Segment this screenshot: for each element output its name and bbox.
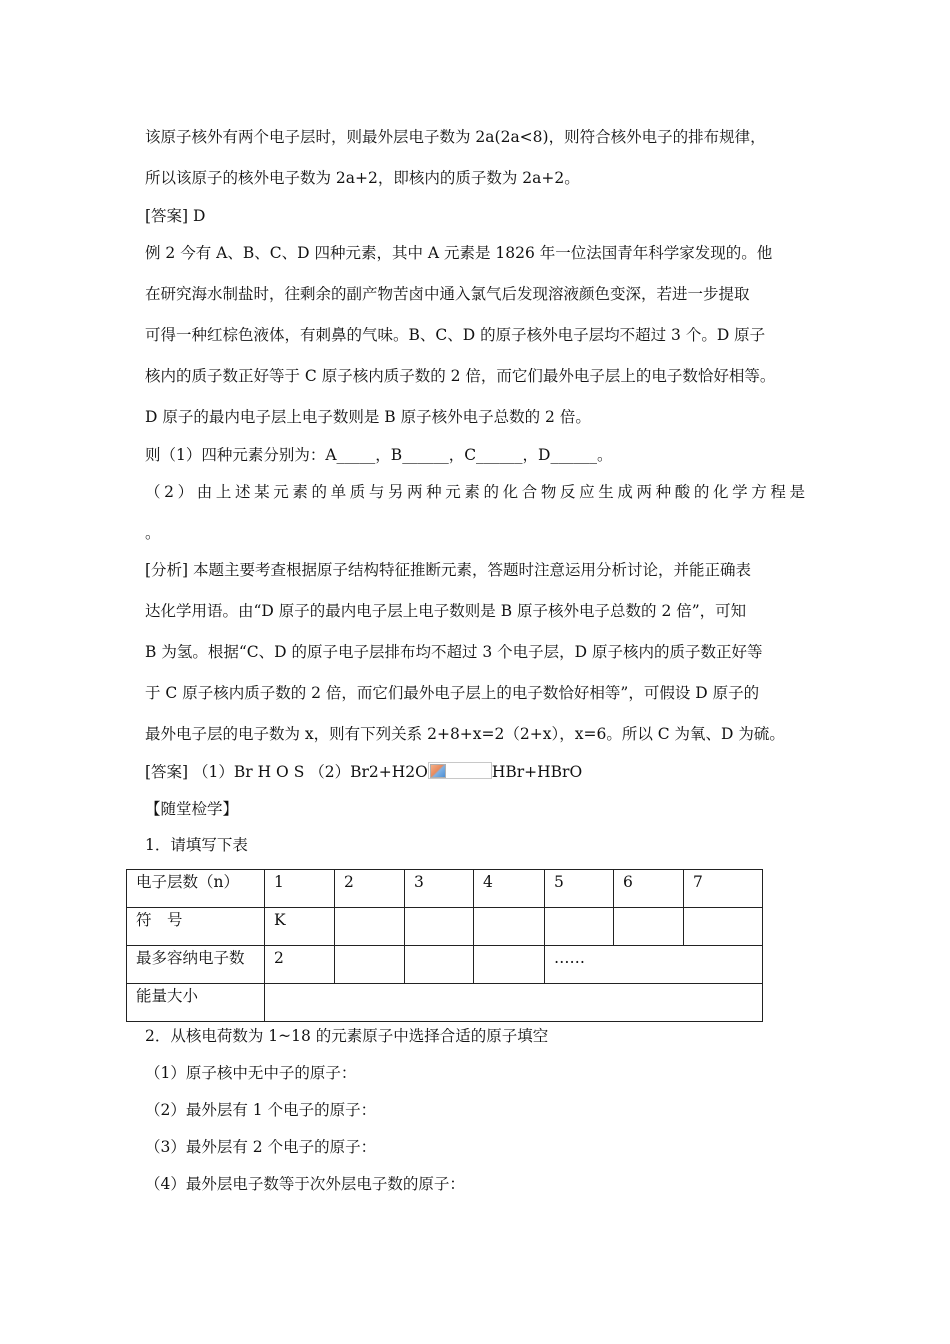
table-cell bbox=[335, 908, 405, 946]
question-line: 则（1）四种元素分别为：A_____，B______，C______，D______。 bbox=[145, 446, 613, 464]
example-line: 可得一种红棕色液体，有刺鼻的气味。B、C、D 的原子核外电子层均不超过 3 个。D 原子 bbox=[145, 326, 766, 344]
table-cell: 2 bbox=[335, 870, 405, 908]
example-line: 例 2 今有 A、B、C、D 四种元素，其中 A 元素是 1826 年一位法国青年科学家发现的。他 bbox=[145, 244, 773, 262]
table-cell: …… bbox=[545, 946, 763, 984]
table-cell bbox=[405, 946, 474, 984]
table-cell bbox=[265, 984, 763, 1022]
electron-shell-table bbox=[126, 869, 763, 1022]
analysis-line: 达化学用语。由“D 原子的最内电子层上电子数则是 B 原子核外电子总数的 2 倍”，可知 bbox=[145, 602, 747, 620]
broken-image-icon bbox=[428, 762, 492, 779]
table-cell: K bbox=[265, 908, 335, 946]
analysis-line: 于 C 原子核内质子数的 2 倍，而它们最外电子层上的电子数恰好相等”，可假设 D 原子的 bbox=[145, 684, 760, 702]
section-heading: 【随堂检学】 bbox=[145, 800, 239, 818]
question-line: 。 bbox=[145, 524, 161, 542]
table-row bbox=[127, 984, 763, 1022]
table-cell bbox=[474, 908, 545, 946]
row-label-symbol: 符 号 bbox=[127, 908, 265, 946]
table-cell bbox=[335, 946, 405, 984]
row-label-capacity: 最多容纳电子数 bbox=[127, 946, 265, 984]
table-cell bbox=[614, 908, 684, 946]
table-cell: 5 bbox=[545, 870, 614, 908]
analysis-line: [分析] 本题主要考查根据原子结构特征推断元素，答题时注意运用分析讨论，并能正确表 bbox=[145, 561, 752, 579]
paragraph-line: 该原子核外有两个电子层时，则最外层电子数为 2a(2a<8)，则符合核外电子的排布规律， bbox=[145, 128, 766, 146]
table-row bbox=[127, 908, 763, 946]
answer-equation-left: [答案] （1）Br H O S （2）Br2+H2O bbox=[145, 763, 428, 781]
paragraph-line: 所以该原子的核外电子数为 2a+2，即核内的质子数为 2a+2。 bbox=[145, 169, 580, 187]
example-line: D 原子的最内电子层上电子数则是 B 原子核外电子总数的 2 倍。 bbox=[145, 408, 591, 426]
exercise-item: （2）最外层有 1 个电子的原子： bbox=[145, 1101, 377, 1119]
example-line: 在研究海水制盐时，往剩余的副产物苦卤中通入氯气后发现溶液颜色变深，若进一步提取 bbox=[145, 285, 750, 303]
table-cell: 7 bbox=[684, 870, 763, 908]
table-row bbox=[127, 870, 763, 908]
exercise-item: （4）最外层电子数等于次外层电子数的原子： bbox=[145, 1175, 465, 1193]
row-label-shell-number: 电子层数（n） bbox=[127, 870, 265, 908]
answer-line: [答案] D bbox=[145, 207, 206, 225]
table-cell: 3 bbox=[405, 870, 474, 908]
row-label-energy: 能量大小 bbox=[127, 984, 265, 1022]
exercise-item: （1）原子核中无中子的原子： bbox=[145, 1064, 357, 1082]
table-cell: 2 bbox=[265, 946, 335, 984]
table-cell bbox=[405, 908, 474, 946]
example-line: 核内的质子数正好等于 C 原子核内质子数的 2 倍，而它们最外电子层上的电子数恰好相等。 bbox=[145, 367, 776, 385]
answer-line bbox=[145, 762, 582, 782]
analysis-line: B 为氢。根据“C、D 的原子电子层排布均不超过 3 个电子层，D 原子核内的质子数正好等 bbox=[145, 643, 763, 661]
image-icon bbox=[430, 764, 446, 778]
table-cell: 6 bbox=[614, 870, 684, 908]
table-cell: 1 bbox=[265, 870, 335, 908]
table-cell bbox=[545, 908, 614, 946]
exercise-line: 2．从核电荷数为 1~18 的元素原子中选择合适的原子填空 bbox=[145, 1027, 549, 1045]
table-cell: 4 bbox=[474, 870, 545, 908]
exercise-item: （3）最外层有 2 个电子的原子： bbox=[145, 1138, 377, 1156]
analysis-line: 最外电子层的电子数为 x，则有下列关系 2+8+x=2（2+x），x=6。所以 C 为氧、D 为硫。 bbox=[145, 725, 785, 743]
question-line: （2）由上述某元素的单质与另两种元素的化合物反应生成两种酸的化学方程是 bbox=[145, 483, 805, 501]
table-cell bbox=[684, 908, 763, 946]
exercise-line: 1．请填写下表 bbox=[145, 836, 248, 854]
table-row bbox=[127, 946, 763, 984]
table-cell bbox=[474, 946, 545, 984]
answer-equation-right: HBr+HBrO bbox=[491, 763, 583, 781]
